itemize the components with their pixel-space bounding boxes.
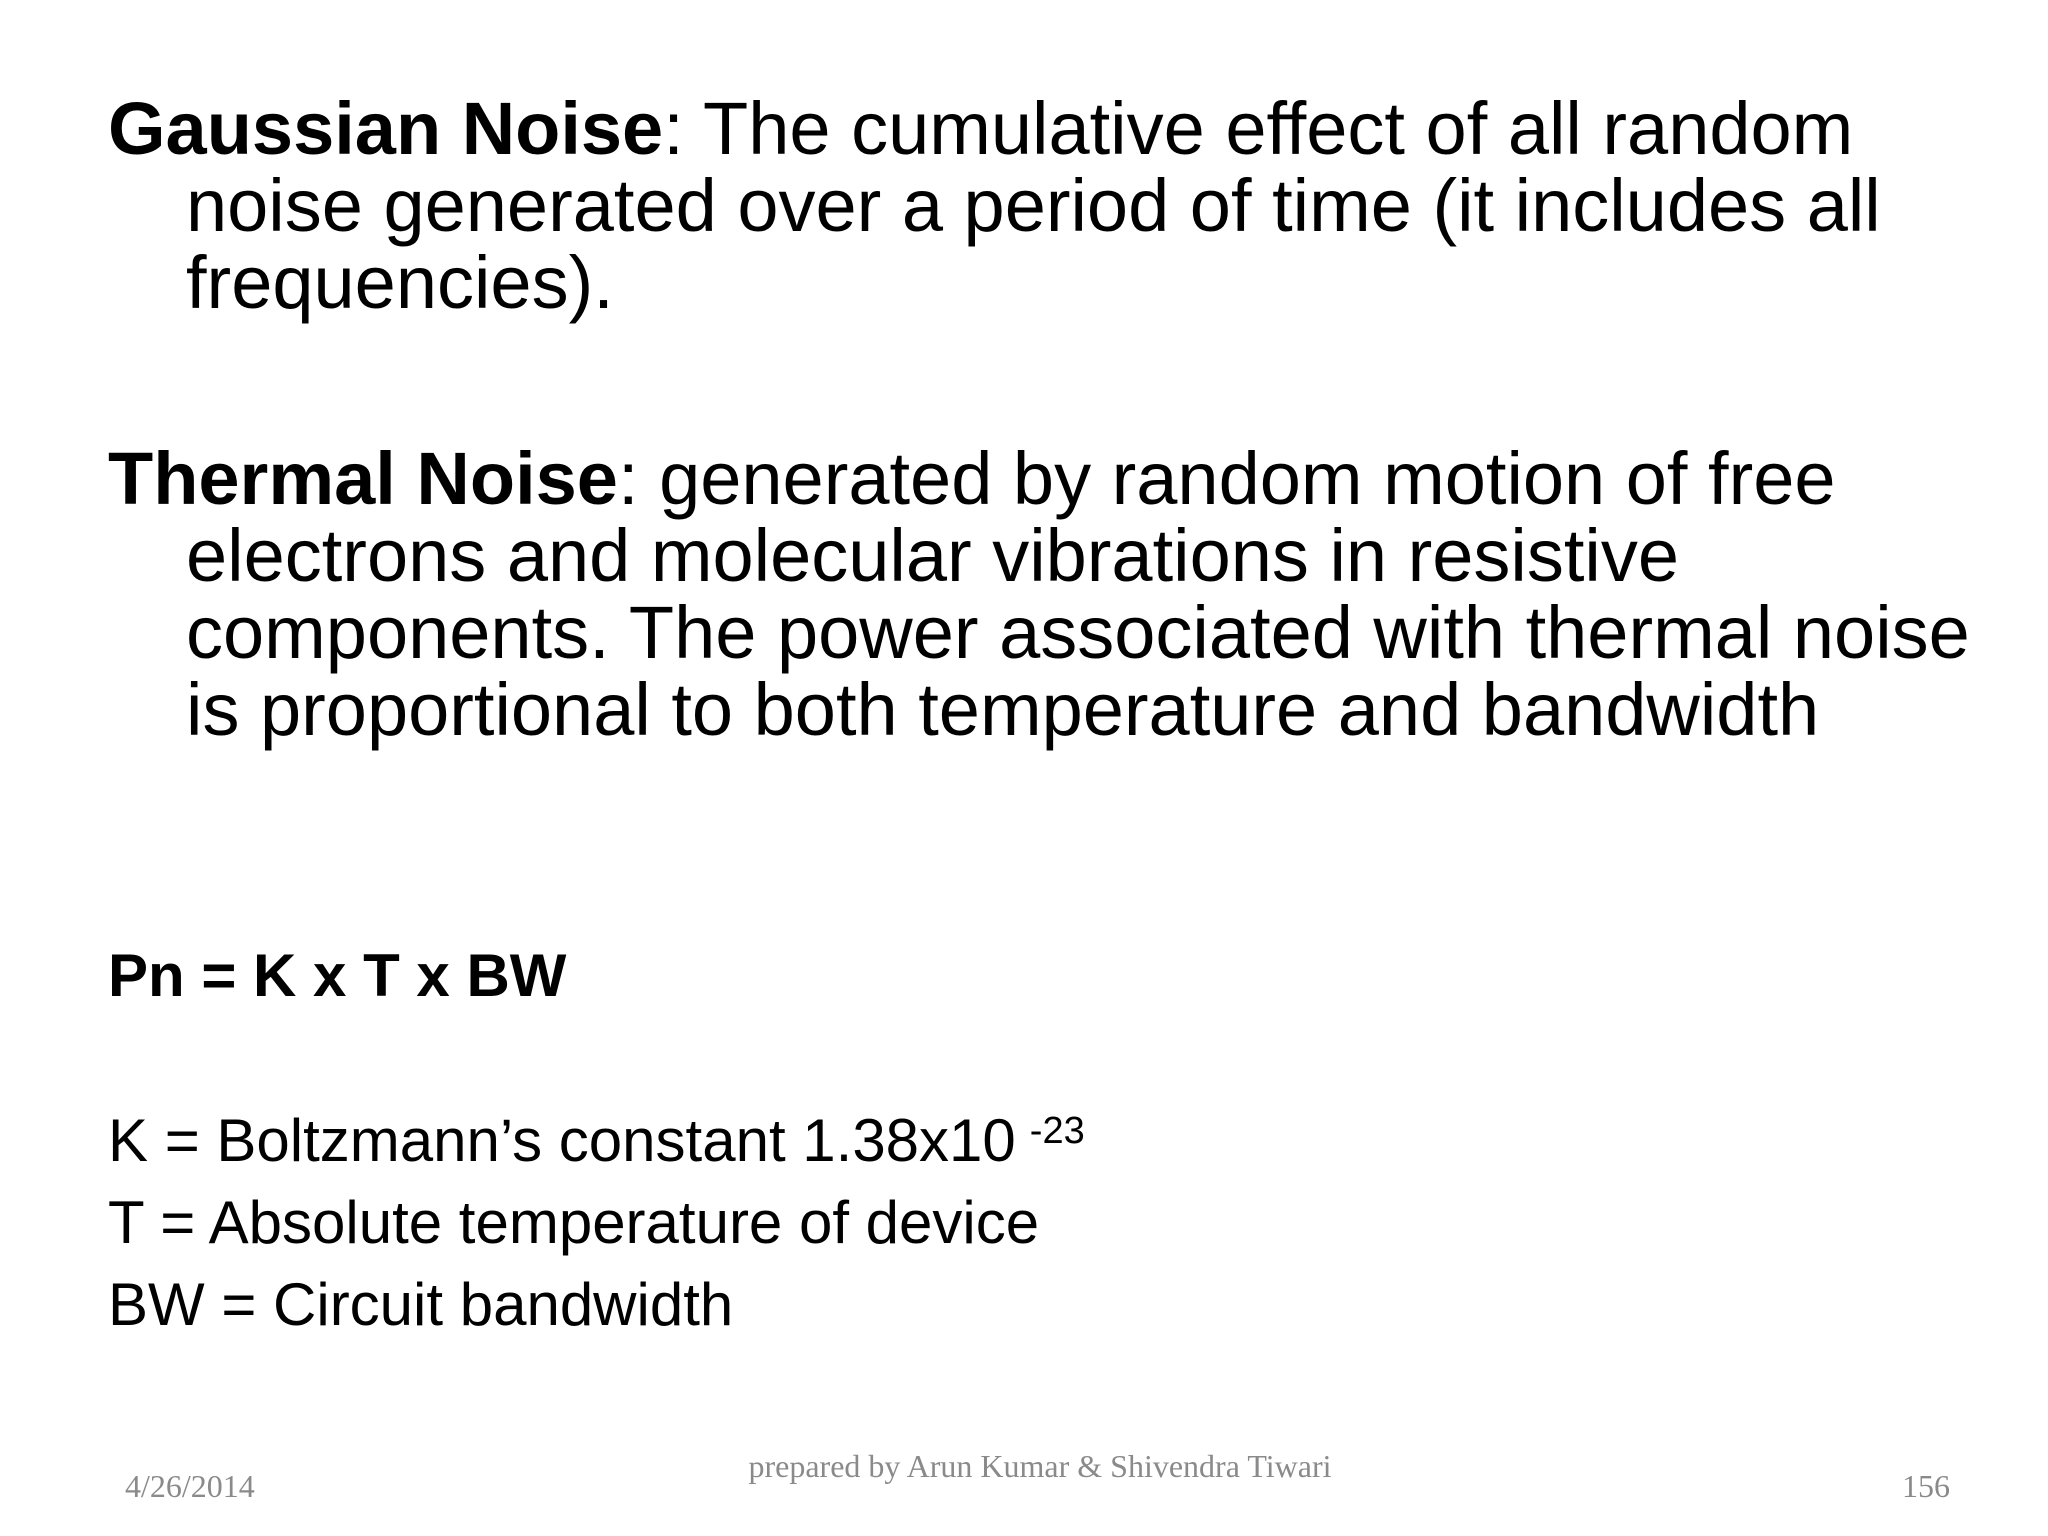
- k-exponent: -23: [1029, 1110, 1085, 1152]
- bw-definition: BW = Circuit bandwidth: [108, 1271, 734, 1338]
- k-definition-text: K = Boltzmann’s constant 1.38x10: [108, 1107, 1016, 1174]
- t-definition: T = Absolute temperature of device: [108, 1189, 1040, 1256]
- thermal-noise-definition: : generated by random motion of free electrons and molecular vibrations in resistive components. The power associated with thermal noise is proportional to both temperature and bandwidth: [186, 437, 1970, 751]
- footer-page-number: 156: [1902, 1468, 1950, 1504]
- footer-author: prepared by Arun Kumar & Shivendra Tiwari: [748, 1448, 1332, 1484]
- k-definition: [108, 1100, 1085, 1182]
- noise-power-formula: Pn = K x T x BW: [108, 942, 567, 1009]
- gaussian-noise-paragraph: [108, 87, 2026, 324]
- gaussian-noise-definition: : The cumulative effect of all random noise generated over a period of time (it includes all frequencies).: [186, 87, 1881, 324]
- gaussian-noise-term: Gaussian Noise: [108, 87, 664, 170]
- formula-definitions: [108, 1100, 1085, 1346]
- footer-date: 4/26/2014: [125, 1468, 255, 1504]
- thermal-noise-paragraph: [108, 437, 2026, 751]
- thermal-noise-term: Thermal Noise: [108, 437, 618, 520]
